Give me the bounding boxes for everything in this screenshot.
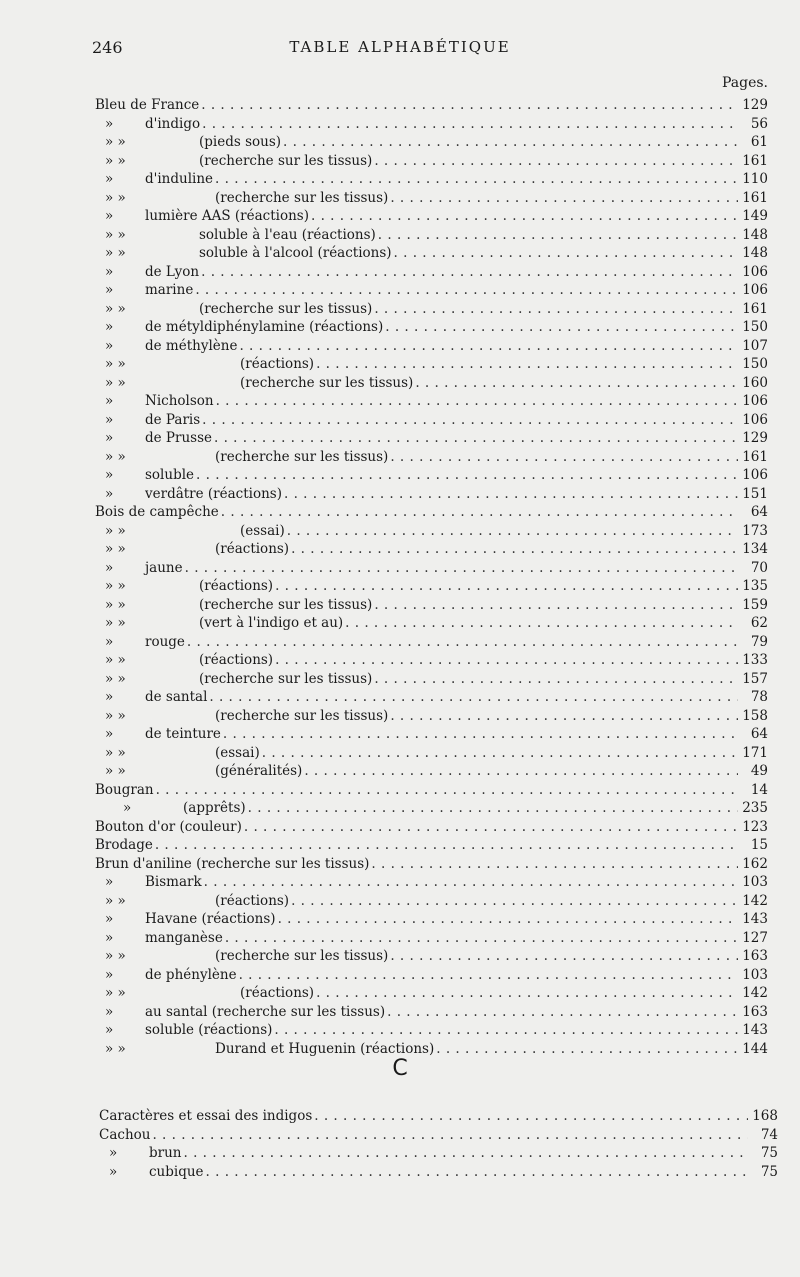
index-entry [95, 892, 768, 911]
ditto-mark: » [105, 1003, 114, 1020]
ditto-mark: » » [105, 152, 126, 169]
entry-label: (essai) [240, 522, 285, 539]
ditto-mark: » [105, 633, 114, 650]
index-entry [95, 152, 768, 171]
index-entry [95, 651, 768, 670]
index-entry [95, 374, 768, 393]
entry-page-number: 171 [742, 744, 768, 761]
index-entry [95, 577, 768, 596]
entry-label: (réactions) [240, 356, 315, 372]
index-entry [95, 466, 768, 485]
entry-page-number: 110 [742, 171, 768, 187]
index-entry [95, 1003, 768, 1022]
entry-page-number: 149 [742, 208, 768, 224]
ditto-mark: » » [105, 763, 126, 779]
entry-page-number: 134 [742, 541, 768, 557]
ditto-mark: » [105, 411, 114, 428]
ditto-mark: » [105, 559, 114, 576]
entry-label: (réactions) [240, 985, 315, 1001]
ditto-mark: » [109, 1163, 118, 1180]
index-entry [95, 170, 768, 189]
entry-label: de Prusse [145, 430, 212, 446]
dot-leader [196, 466, 738, 485]
ditto-mark: » [105, 929, 114, 946]
ditto-mark: » [105, 282, 114, 298]
index-entry [95, 818, 768, 837]
entry-page-number: 106 [742, 393, 768, 409]
entry-page-number: 106 [742, 263, 768, 280]
entry-label: (réactions) [215, 892, 290, 909]
index-entry [95, 96, 768, 115]
entry-page-number: 123 [742, 818, 768, 835]
entry-label: de Lyon [145, 263, 200, 280]
dot-leader [415, 374, 738, 393]
ditto-mark: » » [105, 707, 126, 724]
index-entry [95, 485, 768, 504]
entry-page-number: 142 [742, 985, 768, 1001]
ditto-mark: » [105, 171, 114, 187]
entry-label: cubique [149, 1163, 204, 1180]
dot-leader [283, 133, 738, 152]
dot-leader [225, 929, 738, 948]
entry-page-number: 143 [742, 911, 768, 927]
entry-page-number: 106 [742, 411, 768, 428]
entry-label: (vert à l'indigo et au) [199, 615, 344, 631]
index-entry [95, 744, 768, 763]
ditto-mark: » » [105, 985, 126, 1001]
entry-page-number: 64 [750, 726, 768, 742]
entry-page-number: 150 [742, 319, 768, 335]
entry-page-number: 162 [742, 855, 768, 872]
entry-page-number: 142 [742, 892, 768, 909]
ditto-mark: » [105, 911, 114, 927]
ditto-mark: » [105, 726, 114, 742]
dot-leader [387, 1003, 738, 1022]
ditto-mark: » » [105, 374, 126, 391]
dot-leader [202, 115, 738, 134]
dot-leader [390, 707, 738, 726]
entry-page-number: 144 [742, 1040, 768, 1057]
dot-leader [316, 355, 738, 374]
dot-leader [374, 152, 738, 171]
dot-leader [274, 1021, 738, 1040]
ditto-mark: » » [105, 300, 126, 317]
entry-page-number: 70 [750, 559, 768, 576]
index-entry [95, 263, 768, 282]
entry-page-number: 62 [750, 615, 768, 631]
dot-leader [284, 485, 738, 504]
index-entry [95, 115, 768, 134]
index-entry [95, 281, 768, 300]
dot-leader [202, 411, 738, 430]
ditto-mark: » » [105, 578, 126, 594]
dot-leader [378, 226, 738, 245]
entry-page-number: 61 [750, 134, 768, 150]
entry-page-number: 14 [750, 781, 768, 798]
running-title: TABLE ALPHABÉTIQUE [289, 38, 511, 56]
ditto-mark: » [105, 485, 114, 502]
entry-label: soluble [145, 467, 195, 483]
dot-leader [244, 818, 738, 837]
ditto-mark: » » [105, 226, 126, 243]
page-number: 246 [92, 38, 123, 57]
index-entry [95, 966, 768, 985]
entry-label: Cachou [99, 1126, 151, 1143]
entry-page-number: 79 [750, 633, 768, 650]
index-entry [95, 633, 768, 652]
entry-label: soluble à l'eau (réactions) [199, 226, 376, 243]
entry-label: de santal [145, 689, 208, 705]
entry-page-number: 106 [742, 282, 768, 298]
index-entry [95, 596, 768, 615]
ditto-mark: » » [105, 615, 126, 631]
entry-page-number: 159 [742, 596, 768, 613]
entry-page-number: 161 [742, 152, 768, 169]
entry-page-number: 151 [742, 485, 768, 502]
ditto-mark: » [105, 467, 114, 483]
dot-leader [275, 577, 738, 596]
entry-page-number: 168 [752, 1108, 778, 1124]
index-list-c [99, 1107, 778, 1181]
index-entry [95, 799, 768, 818]
ditto-mark: » [105, 430, 114, 446]
entry-label: Caractères et essai des indigos [99, 1108, 313, 1124]
entry-label: de Paris [145, 411, 201, 428]
entry-label: brun [149, 1145, 182, 1161]
dot-leader [304, 762, 738, 781]
entry-label: jaune [145, 559, 183, 576]
entry-page-number: 173 [742, 522, 768, 539]
entry-page-number: 161 [742, 448, 768, 465]
ditto-mark: » [105, 319, 114, 335]
index-entry [99, 1144, 778, 1163]
dot-leader [316, 984, 738, 1003]
index-entry [95, 559, 768, 578]
index-entry [95, 1021, 768, 1040]
entry-page-number: 161 [742, 189, 768, 206]
dot-leader [223, 725, 738, 744]
entry-label: Bleu de France [95, 97, 200, 113]
entry-page-number: 163 [742, 1003, 768, 1020]
entry-label: de phénylène [145, 966, 237, 983]
ditto-mark: » [105, 689, 114, 705]
entry-page-number: 163 [742, 948, 768, 964]
index-entry [95, 910, 768, 929]
dot-leader [275, 651, 738, 670]
entry-label: (recherche sur les tissus) [215, 448, 389, 465]
entry-label: Bougran [95, 781, 154, 798]
index-entry [95, 448, 768, 467]
ditto-mark: » [105, 966, 114, 983]
index-entry [95, 207, 768, 226]
ditto-mark: » [123, 800, 132, 816]
entry-label: (recherche sur les tissus) [199, 152, 373, 169]
entry-label: (généralités) [215, 763, 303, 779]
entry-label: soluble à l'alcool (réactions) [199, 245, 392, 261]
dot-leader [390, 448, 738, 467]
dot-leader [374, 300, 738, 319]
entry-label: (pieds sous) [199, 134, 282, 150]
entry-page-number: 78 [750, 689, 768, 705]
index-list-b [95, 96, 768, 1058]
dot-leader [287, 522, 738, 541]
dot-leader [374, 670, 738, 689]
ditto-mark: » » [105, 1040, 126, 1057]
entry-page-number: 49 [750, 763, 768, 779]
dot-leader [291, 892, 738, 911]
ditto-mark: » » [105, 189, 126, 206]
index-entry [99, 1126, 778, 1145]
ditto-mark: » » [105, 652, 126, 668]
index-entry [99, 1107, 778, 1126]
dot-leader [394, 244, 738, 263]
index-entry [95, 984, 768, 1003]
entry-label: (essai) [215, 744, 260, 761]
dot-leader [216, 392, 738, 411]
index-entry [95, 670, 768, 689]
ditto-mark: » » [105, 134, 126, 150]
index-entry [95, 540, 768, 559]
entry-label: (recherche sur les tissus) [215, 948, 389, 964]
entry-label: (recherche sur les tissus) [199, 596, 373, 613]
dot-leader [187, 633, 738, 652]
entry-page-number: 106 [742, 467, 768, 483]
entry-page-number: 129 [742, 97, 768, 113]
entry-label: (recherche sur les tissus) [240, 374, 414, 391]
entry-page-number: 157 [742, 670, 768, 687]
entry-label: verdâtre (réactions) [145, 485, 282, 502]
page-header [0, 38, 800, 60]
entry-label: Bois de campêche [95, 504, 219, 520]
index-entry [95, 725, 768, 744]
dot-leader [156, 781, 738, 800]
index-entry [95, 300, 768, 319]
dot-leader [215, 170, 738, 189]
ditto-mark: » » [105, 596, 126, 613]
dot-leader [385, 318, 738, 337]
dot-leader [152, 1126, 748, 1145]
index-entry [95, 355, 768, 374]
entry-page-number: 127 [742, 929, 768, 946]
entry-label: Nicholson [145, 393, 214, 409]
entry-label: Brun d'aniline (recherche sur les tissus) [95, 855, 370, 872]
dot-leader [201, 96, 738, 115]
entry-page-number: 160 [742, 374, 768, 391]
index-entry [95, 429, 768, 448]
dot-leader [239, 966, 738, 985]
entry-label: manganèse [145, 929, 223, 946]
index-entry [95, 762, 768, 781]
entry-label: soluble (réactions) [145, 1022, 273, 1038]
index-entry [95, 614, 768, 633]
ditto-mark: » [105, 337, 114, 354]
index-entry [95, 522, 768, 541]
dot-leader [221, 503, 738, 522]
index-entry [95, 318, 768, 337]
entry-page-number: 129 [742, 430, 768, 446]
entry-label: au santal (recherche sur les tissus) [145, 1003, 386, 1020]
entry-page-number: 107 [742, 337, 768, 354]
ditto-mark: » [105, 393, 114, 409]
dot-leader [201, 263, 738, 282]
dot-leader [185, 559, 738, 578]
dot-leader [155, 836, 738, 855]
dot-leader [311, 207, 738, 226]
index-entry [95, 688, 768, 707]
entry-page-number: 148 [742, 226, 768, 243]
entry-page-number: 135 [742, 578, 768, 594]
entry-label: (recherche sur les tissus) [199, 670, 373, 687]
index-entry [95, 503, 768, 522]
ditto-mark: » [105, 263, 114, 280]
index-entry [99, 1163, 778, 1182]
ditto-mark: » » [105, 744, 126, 761]
pages-column-label: Pages. [721, 75, 768, 91]
entry-label: Bouton d'or (couleur) [95, 818, 242, 835]
dot-leader [209, 688, 738, 707]
entry-page-number: 148 [742, 245, 768, 261]
dot-leader [206, 1163, 748, 1182]
entry-label: (recherche sur les tissus) [215, 707, 389, 724]
index-entry [95, 411, 768, 430]
ditto-mark: » » [105, 356, 126, 372]
index-entry [95, 855, 768, 874]
dot-leader [390, 947, 738, 966]
entry-page-number: 133 [742, 652, 768, 668]
index-entry [95, 836, 768, 855]
entry-page-number: 75 [760, 1163, 778, 1180]
index-entry [95, 244, 768, 263]
entry-page-number: 143 [742, 1022, 768, 1038]
entry-page-number: 75 [760, 1145, 778, 1161]
ditto-mark: » [105, 208, 114, 224]
dot-leader [374, 596, 738, 615]
entry-page-number: 158 [742, 707, 768, 724]
dot-leader [183, 1144, 748, 1163]
entry-label: d'induline [145, 171, 214, 187]
section-letter: C [392, 1056, 408, 1081]
entry-label: Brodage [95, 837, 153, 853]
dot-leader [371, 855, 738, 874]
entry-label: Bismark [145, 874, 202, 890]
dot-leader [278, 910, 738, 929]
entry-label: (réactions) [215, 541, 290, 557]
entry-page-number: 150 [742, 356, 768, 372]
index-entry [95, 133, 768, 152]
dot-leader [195, 281, 738, 300]
ditto-mark: » [105, 874, 114, 890]
index-entry [95, 929, 768, 948]
ditto-mark: » [105, 1022, 114, 1038]
dot-leader [314, 1107, 748, 1126]
entry-page-number: 235 [742, 800, 768, 816]
entry-label: marine [145, 282, 194, 298]
entry-page-number: 161 [742, 300, 768, 317]
entry-label: lumière AAS (réactions) [145, 208, 309, 224]
ditto-mark: » » [105, 245, 126, 261]
ditto-mark: » » [105, 670, 126, 687]
ditto-mark: » » [105, 948, 126, 964]
ditto-mark: » [105, 115, 114, 132]
entry-label: (recherche sur les tissus) [199, 300, 373, 317]
dot-leader [248, 799, 738, 818]
index-entry [95, 189, 768, 208]
entry-label: (apprêts) [183, 800, 246, 816]
dot-leader [390, 189, 738, 208]
index-entry [95, 873, 768, 892]
entry-label: Havane (réactions) [145, 911, 276, 927]
entry-page-number: 103 [742, 874, 768, 890]
dot-leader [345, 614, 738, 633]
entry-label: (réactions) [199, 578, 274, 594]
dot-leader [214, 429, 738, 448]
index-entry [95, 707, 768, 726]
entry-label: (recherche sur les tissus) [215, 189, 389, 206]
index-entry [95, 226, 768, 245]
entry-page-number: 56 [750, 115, 768, 132]
entry-page-number: 103 [742, 966, 768, 983]
ditto-mark: » » [105, 892, 126, 909]
dot-leader [262, 744, 738, 763]
index-entry [95, 337, 768, 356]
dot-leader [204, 873, 738, 892]
entry-label: Durand et Huguenin (réactions) [215, 1040, 435, 1057]
dot-leader [291, 540, 738, 559]
entry-label: d'indigo [145, 115, 201, 132]
entry-page-number: 74 [760, 1126, 778, 1143]
index-entry [95, 947, 768, 966]
index-entry [95, 392, 768, 411]
ditto-mark: » » [105, 448, 126, 465]
entry-label: (réactions) [199, 652, 274, 668]
entry-label: de métyldiphénylamine (réactions) [145, 319, 384, 335]
entry-label: rouge [145, 633, 185, 650]
entry-label: de méthylène [145, 337, 238, 354]
entry-page-number: 15 [750, 837, 768, 853]
ditto-mark: » » [105, 522, 126, 539]
index-entry [95, 781, 768, 800]
ditto-mark: » » [105, 541, 126, 557]
entry-label: de teinture [145, 726, 221, 742]
entry-page-number: 64 [750, 504, 768, 520]
ditto-mark: » [109, 1145, 118, 1161]
dot-leader [239, 337, 738, 356]
